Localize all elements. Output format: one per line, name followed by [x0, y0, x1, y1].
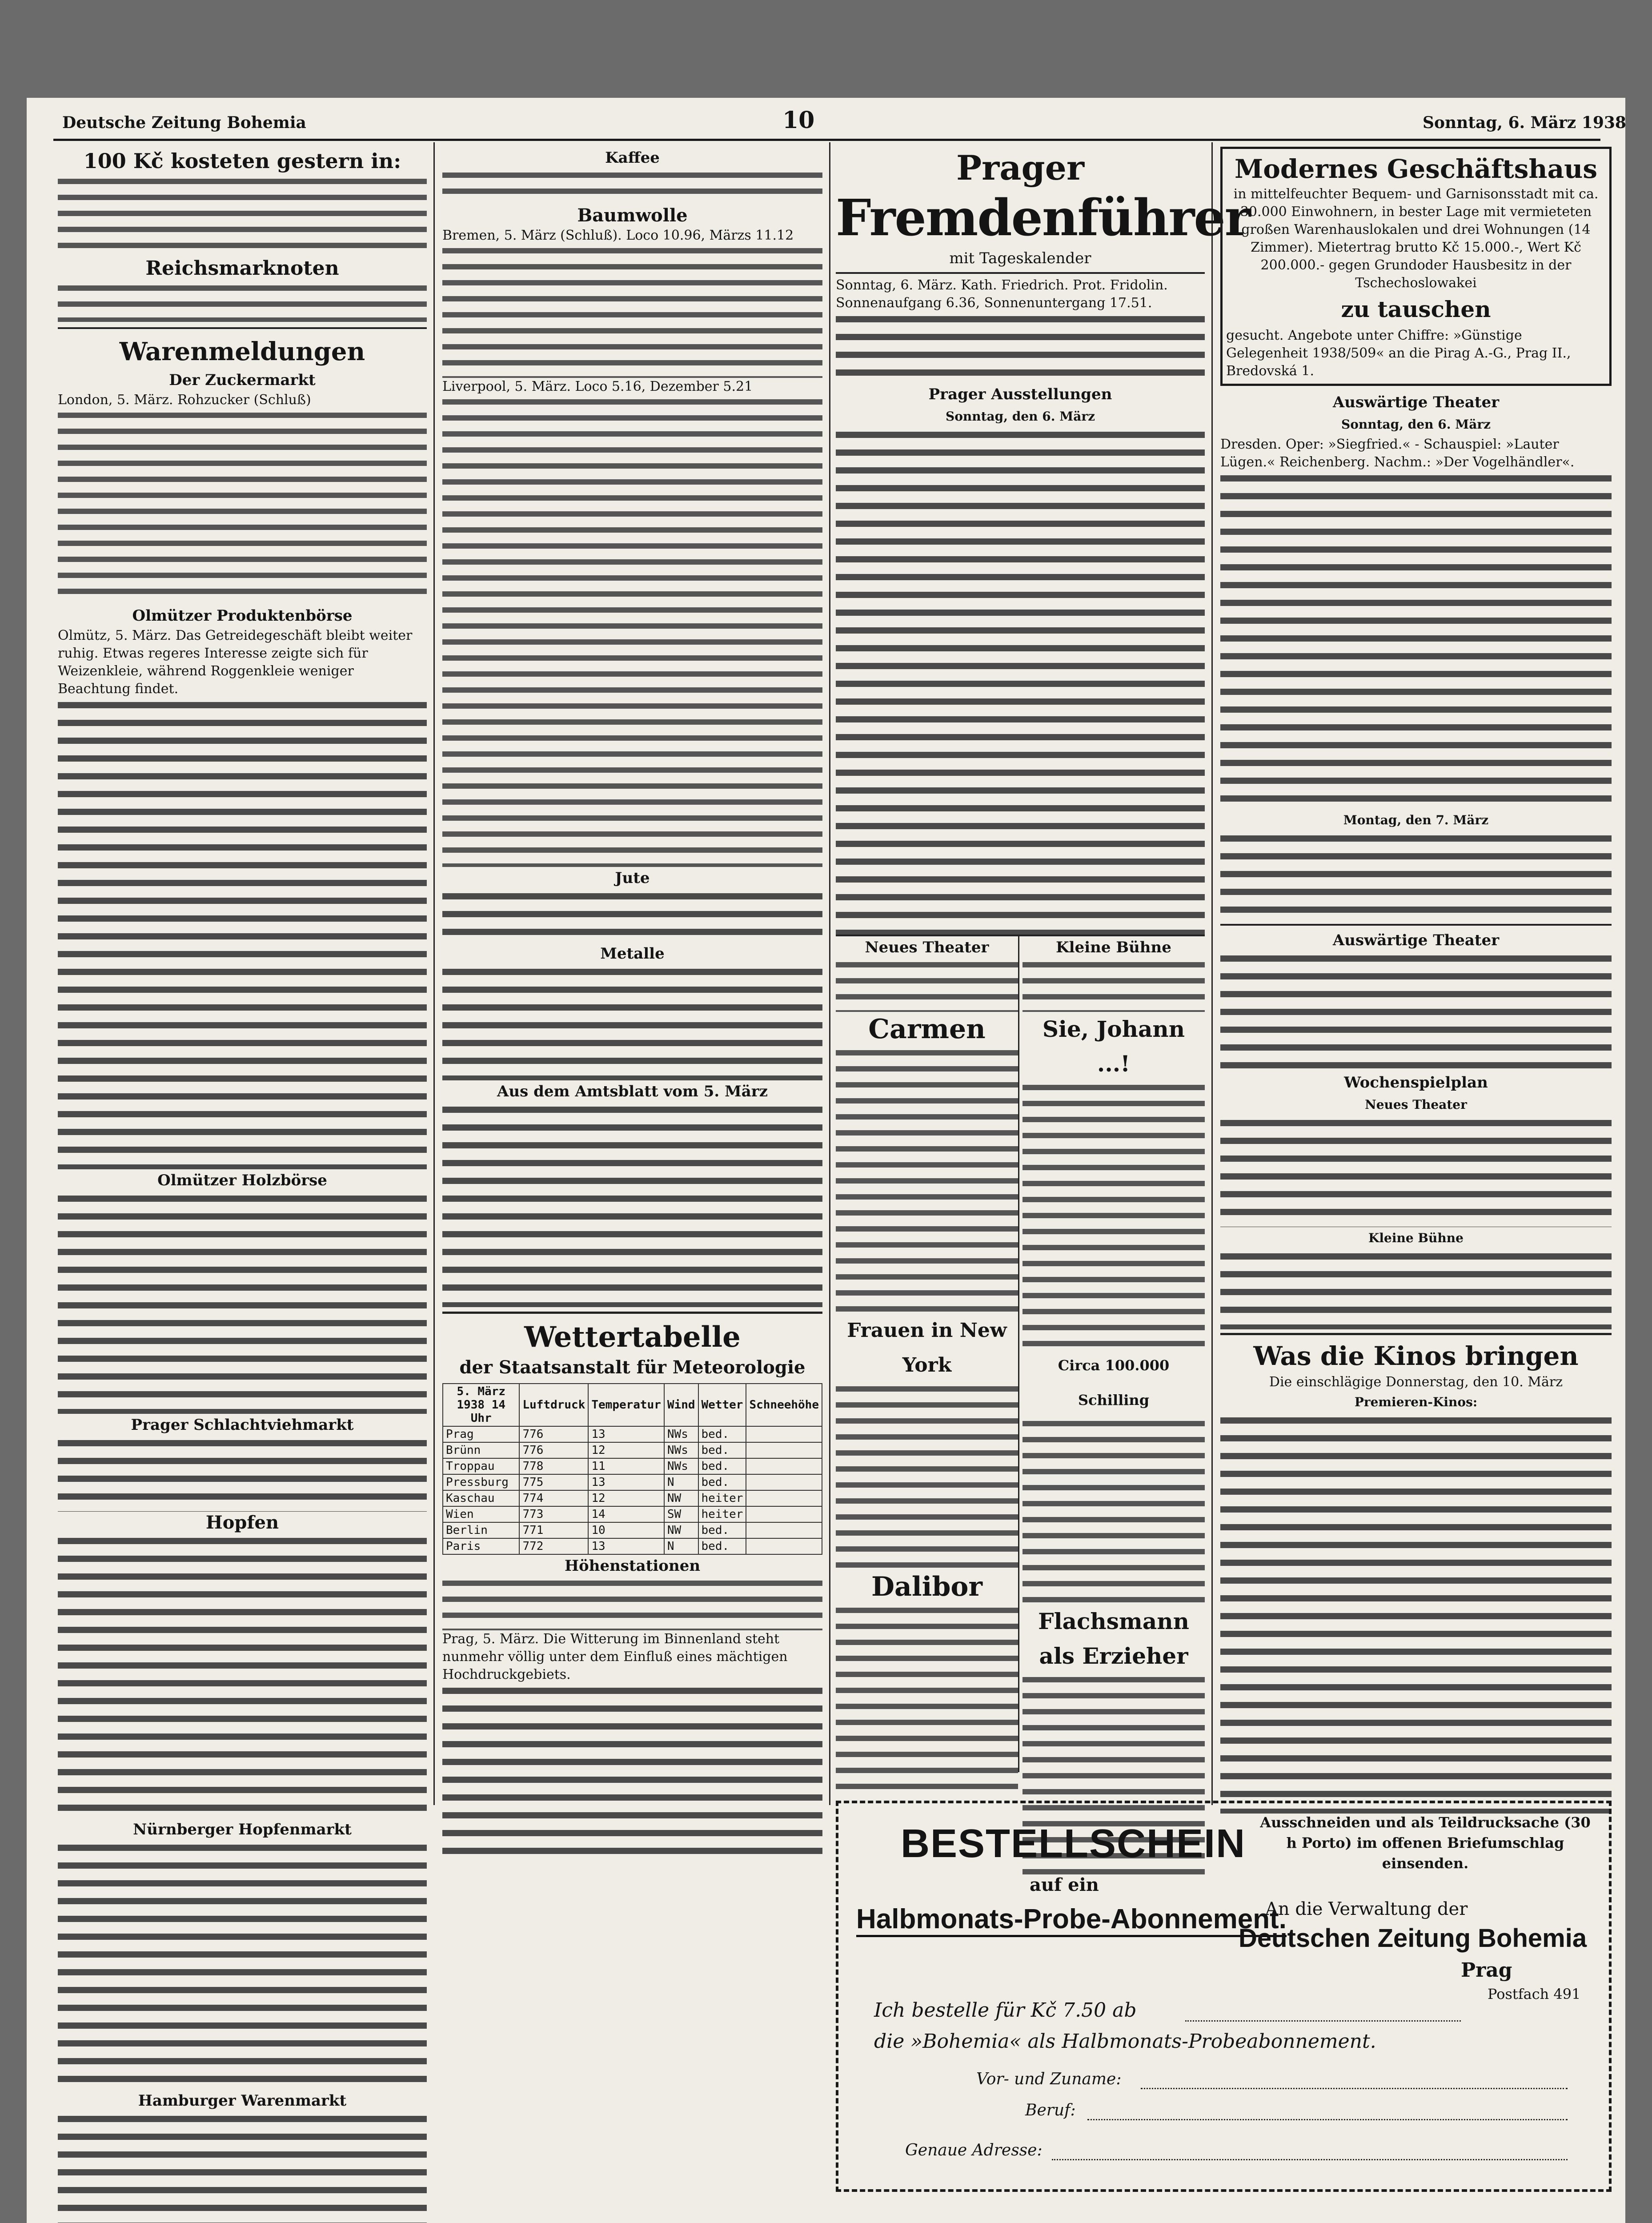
column-2 — [442, 147, 822, 2223]
weather-cell: 776 — [519, 1442, 588, 1458]
jute-body — [442, 889, 822, 943]
coffee-title: Kaffee — [605, 149, 660, 167]
paper-name: Deutsche Zeitung Bohemia — [62, 113, 306, 132]
business-ad — [1220, 147, 1612, 386]
coupon-note: Ausschneiden und als Teildrucksache (30 h Porto) im offenen Briefumschlag einsenden. — [1260, 1814, 1591, 1872]
weather-cell: NWs — [664, 1458, 698, 1474]
goods-title: Warenmeldungen — [119, 337, 365, 366]
reichsmark-text — [58, 282, 427, 322]
wood-title: Olmützer Holzbörse — [157, 1172, 327, 1189]
coffee-body — [442, 169, 822, 205]
weather-cell: NWs — [664, 1442, 698, 1458]
weather-cell: 12 — [588, 1490, 664, 1506]
weather-cell: 13 — [588, 1538, 664, 1554]
weather-header-cell: Wetter — [698, 1384, 746, 1426]
olmuetz-text: Olmütz, 5. März. Das Getreidegeschäft bleibt weiter ruhig. Etwas regeres Interesse zeigte sich für Weizenkleie, während Roggenkleie weniger Beachtung findet. — [58, 628, 413, 697]
cattle-body — [58, 1436, 427, 1512]
weather-header-cell: 5. März 1938 14 Uhr — [443, 1384, 519, 1426]
weather-cell: heiter — [698, 1490, 746, 1506]
exhibitions-body — [836, 428, 1205, 935]
weather-header-cell: Luftdruck — [519, 1384, 588, 1426]
weather-cell: SW — [664, 1506, 698, 1522]
kleine-buehne-sub: Kleine Bühne — [1368, 1231, 1464, 1245]
frauen-title: Frauen in New York — [847, 1319, 1007, 1376]
weather-cell: Pressburg — [443, 1474, 519, 1490]
fremdenfuehrer-subtitle: mit Tageskalender — [949, 249, 1091, 267]
hops-body — [58, 1534, 427, 1818]
hamburg-body — [58, 2112, 427, 2223]
auswaertige-body-2 — [1220, 951, 1612, 1071]
weather-cell: 13 — [588, 1426, 664, 1442]
kleine-buehne-column — [1022, 936, 1205, 1772]
coupon-postbox: Postfach 491 — [1488, 1986, 1581, 2002]
weather-cell: 10 — [588, 1522, 664, 1538]
neues-theater-column — [836, 936, 1019, 1772]
kleine-buehne-title: Kleine Bühne — [1056, 939, 1171, 956]
sugar-table — [58, 409, 427, 605]
weather-cell: 14 — [588, 1506, 664, 1522]
weather-cell: bed. — [698, 1538, 746, 1554]
exhibitions-date: Sonntag, den 6. März — [945, 409, 1095, 424]
liverpool-table — [442, 396, 822, 867]
weather-row — [443, 1426, 822, 1442]
column-4 — [1220, 147, 1612, 1805]
address-field[interactable] — [1052, 2159, 1568, 2160]
weather-cell: bed. — [698, 1442, 746, 1458]
nuremberg-title: Nürnberger Hopfenmarkt — [133, 1821, 352, 1838]
weather-cell: bed. — [698, 1458, 746, 1474]
column-rule-2 — [829, 142, 830, 1805]
weather-cell: Prag — [443, 1426, 519, 1442]
masthead-rule — [53, 139, 1600, 141]
name-label: Vor- und Zuname: — [976, 2070, 1122, 2088]
theater-date: Sonntag, den 6. März — [1341, 417, 1491, 432]
wochenspielplan-title: Wochenspielplan — [1344, 1074, 1488, 1091]
calendar-body — [836, 312, 1205, 383]
weather-header-cell: Wind — [664, 1384, 698, 1426]
order-coupon — [836, 1801, 1612, 2192]
neues-theater-sub: Neues Theater — [1365, 1097, 1467, 1112]
weather-cell: N — [664, 1538, 698, 1554]
metals-title: Metalle — [600, 945, 665, 963]
coupon-sub: auf ein — [1030, 1874, 1099, 1895]
weather-cell: NW — [664, 1522, 698, 1538]
ad-text: in mittelfeuchter Bequem- und Garnisonsstadt mit ca. 30.000 Einwohnern, in bester Lage mit vermieteten großen Warenhauslokalen und drei Wohnungen (14 Zimmer). Mietertrag brutto Kč 15.000.-, Wert Kč 200.000.- gegen Grundoder Hausbesitz in der Tschechoslowakei — [1233, 186, 1599, 291]
page-date: Sonntag, 6. März 1938 — [1423, 113, 1626, 132]
liverpool-text: Liverpool, 5. März. Loco 5.16, Dezember 5.21 — [442, 379, 753, 394]
coupon-paper: Deutschen Zeitung Bohemia — [1239, 1924, 1587, 1953]
weather-cell: 773 — [519, 1506, 588, 1522]
weather-cell: Berlin — [443, 1522, 519, 1538]
reichsmark-title: Reichsmarknoten — [145, 257, 339, 280]
flachsmann-title: Flachsmann als Erzieher — [1038, 1608, 1189, 1669]
cotton-title: Baumwolle — [577, 205, 688, 226]
weather-cell: 772 — [519, 1538, 588, 1554]
prices-title: 100 Kč kosteten gestern in: — [83, 149, 401, 173]
coupon-title: BESTELLSCHEIN — [901, 1822, 1246, 1866]
ad-contact: gesucht. Angebote unter Chiffre: »Günstige Gelegenheit 1938/509« an die Pirag A.-G., Prag II., Bredovská 1. — [1226, 328, 1571, 379]
weather-cell: Brünn — [443, 1442, 519, 1458]
olmuetz-title: Olmützer Produktenbörse — [132, 607, 353, 625]
kinos-body — [1220, 1413, 1612, 1814]
coupon-city: Prag — [1461, 1959, 1512, 1982]
fremdenfuehrer-title-2: Fremdenführer — [836, 189, 1250, 247]
sugar-intro: London, 5. März. Rohzucker (Schluß) — [58, 392, 311, 408]
weather-subtitle: der Staatsanstalt für Meteorologie — [459, 1357, 806, 1378]
weather-cell: NWs — [664, 1426, 698, 1442]
column-3 — [836, 147, 1250, 1805]
weather-cell: Kaschau — [443, 1490, 519, 1506]
column-rule-1 — [433, 142, 435, 1805]
kinos-sub: Die einschlägige Donnerstag, den 10. März — [1269, 1374, 1563, 1390]
wood-body — [58, 1192, 427, 1414]
weather-cell: 775 — [519, 1474, 588, 1490]
prices-text — [58, 175, 427, 255]
weather-row — [443, 1442, 822, 1458]
metals-body — [442, 965, 822, 1080]
office-title: Aus dem Amtsblatt vom 5. März — [497, 1083, 768, 1100]
weather-cell: Paris — [443, 1538, 519, 1554]
dalibor-title: Dalibor — [871, 1571, 983, 1602]
theater-body — [1220, 471, 1612, 809]
weather-cell: 11 — [588, 1458, 664, 1474]
exhibitions-title: Prager Ausstellungen — [928, 385, 1112, 403]
neues-theater-title: Neues Theater — [865, 939, 989, 956]
fremdenfuehrer-title-1: Prager — [956, 148, 1084, 188]
coupon-offer: Halbmonats-Probe-Abonnement. — [856, 1903, 1287, 1937]
weather-cell: 778 — [519, 1458, 588, 1474]
jute-title: Jute — [615, 869, 650, 887]
cotton-text: Bremen, 5. März (Schluß). Loco 10.96, Märzs 11.12 — [442, 228, 794, 243]
auswaertige-title-2: Auswärtige Theater — [1332, 931, 1500, 949]
kleine-buehne-body — [1220, 1249, 1612, 1329]
weather-cell: 774 — [519, 1490, 588, 1506]
premieren-title: Premieren-Kinos: — [1354, 1395, 1478, 1409]
cotton-table — [442, 245, 822, 378]
name-field[interactable] — [1141, 2088, 1568, 2089]
weather-cell: N — [664, 1474, 698, 1490]
weather-row — [443, 1490, 822, 1506]
weather-cell: Wien — [443, 1506, 519, 1522]
calendar-text: Sonntag, 6. März. Kath. Friedrich. Prot. Fridolin. Sonnenaufgang 6.36, Sonnenuntergang 17.51. — [836, 277, 1168, 311]
weather-row — [443, 1458, 822, 1474]
weather-cell: 771 — [519, 1522, 588, 1538]
theater-body-2 — [1220, 831, 1612, 920]
theater-text: Dresden. Oper: »Siegfried.« - Schauspiel: »Lauter Lügen.« Reichenberg. Nachm.: »Der Vogelhändler«. — [1220, 437, 1575, 470]
weather-body — [442, 1684, 822, 1862]
carmen-title: Carmen — [868, 1014, 986, 1045]
weather-row — [443, 1506, 822, 1522]
sie-johann-title: Sie, Johann ...! — [1042, 1016, 1185, 1077]
office-body — [442, 1103, 822, 1307]
weather-cell: bed. — [698, 1474, 746, 1490]
weather-row — [443, 1538, 822, 1554]
column-rule-3 — [1211, 142, 1213, 1805]
weather-cell: 776 — [519, 1426, 588, 1442]
ad-exchange: zu tauschen — [1341, 296, 1491, 322]
column-1 — [58, 147, 427, 2223]
weather-row — [443, 1474, 822, 1490]
theater-title: Auswärtige Theater — [1332, 393, 1500, 411]
weather-cell: heiter — [698, 1506, 746, 1522]
job-label: Beruf: — [1025, 2101, 1076, 2119]
weather-cell: Troppau — [443, 1458, 519, 1474]
sugar-title: Der Zuckermarkt — [169, 371, 316, 389]
ad-title: Modernes Geschäftshaus — [1235, 154, 1597, 184]
weather-header-cell: Temperatur — [588, 1384, 664, 1426]
wochenspielplan-body — [1220, 1116, 1612, 1227]
olmuetz-body — [58, 698, 427, 1169]
cattle-title: Prager Schlachtviehmarkt — [131, 1416, 354, 1434]
address-label: Genaue Adresse: — [905, 2141, 1043, 2159]
weather-header-cell: Schneehöhe — [746, 1384, 822, 1426]
weather-cell: bed. — [698, 1522, 746, 1538]
coupon-order-2: die »Bohemia« als Halbmonats-Probeabonnement. — [874, 2030, 1376, 2053]
coupon-order: Ich bestelle für Kč 7.50 ab — [874, 1999, 1137, 2022]
weather-cell: NW — [664, 1490, 698, 1506]
weather-row — [443, 1522, 822, 1538]
page-number: 10 — [782, 107, 815, 134]
weather-table — [442, 1383, 822, 1555]
newspaper-page — [27, 98, 1625, 2223]
schilling-title: Circa 100.000 Schilling — [1058, 1357, 1170, 1408]
nuremberg-body — [58, 1841, 427, 2090]
mountain-table — [442, 1577, 822, 1630]
job-field[interactable] — [1087, 2119, 1568, 2120]
weather-cell: 13 — [588, 1474, 664, 1490]
coupon-order-line[interactable] — [1185, 2020, 1461, 2022]
weather-cell: 12 — [588, 1442, 664, 1458]
mountain-title: Höhenstationen — [564, 1557, 701, 1575]
hops-title: Hopfen — [205, 1512, 279, 1533]
hamburg-title: Hamburger Warenmarkt — [138, 2092, 347, 2110]
theater-date-2: Montag, den 7. März — [1343, 813, 1489, 827]
weather-report: Prag, 5. März. Die Witterung im Binnenland steht nunmehr völlig unter dem Einfluß eines mächtigen Hochdruckgebiets. — [442, 1631, 788, 1682]
weather-title: Wettertabelle — [524, 1320, 741, 1354]
kinos-title: Was die Kinos bringen — [1253, 1341, 1579, 1371]
coupon-to: An die Verwaltung der — [1265, 1899, 1468, 1919]
weather-cell: bed. — [698, 1426, 746, 1442]
